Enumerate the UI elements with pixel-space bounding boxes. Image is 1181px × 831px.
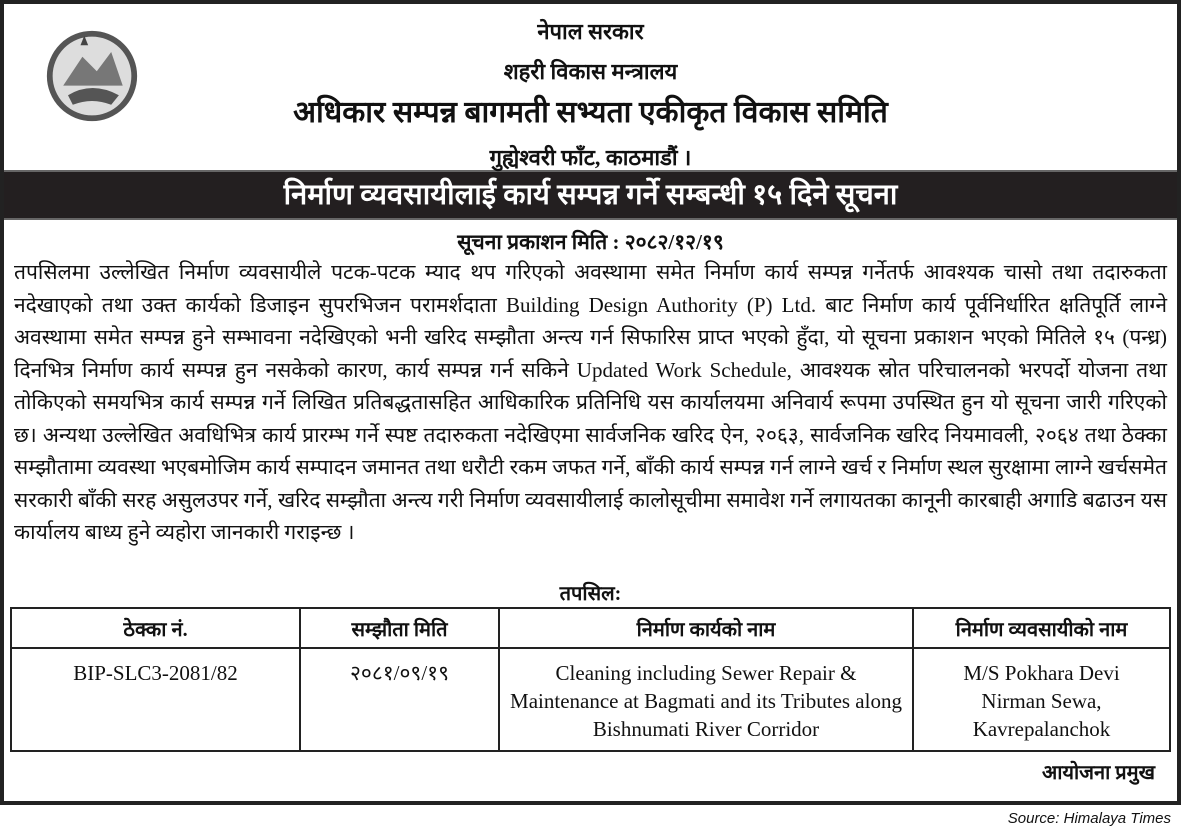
table-row	[11, 648, 1170, 751]
office-address: गुह्येश्वरी फाँट, काठमाडौं ।	[489, 145, 692, 170]
contractor-name: M/S Pokhara Devi Nirman Sewa, Kavrepalanchok	[913, 648, 1170, 751]
committee-name: अधिकार सम्पन्न बागमती सभ्यता एकीकृत विकास समिति	[293, 96, 888, 129]
schedule-label: तपसिल:	[559, 583, 622, 605]
table-header-row	[11, 608, 1170, 648]
notice-paragraph: तपसिलमा उल्लेखित निर्माण व्यवसायीले पटक-पटक म्याद थप गरिएको अवस्थामा समेत निर्माण कार्य सम्पन्न गर्नेतर्फ आवश्यक चासो तथा तदारुकता नदेखाएको तथा उक्त कार्यको डिजाइन सुपरभिजन परामर्शदाता Building Design Authority (P) Ltd. बाट निर्माण कार्य पूर्वनिर्धारित क्षतिपूर्ति लाग्ने अवस्थामा समेत सम्पन्न हुने सम्भावना नदेखिएको भनी खरिद सम्झौता अन्त्य गर्न सिफारिस प्राप्त भएको हुँदा, यो सूचना प्रकाशन भएको मितिले १५ (पन्ध्र) दिनभित्र निर्माण कार्य सम्पन्न हुन नसकेको कारण, कार्य सम्पन्न गर्न सकिने Updated Work Schedule, आवश्यक स्रोत परिचालनको भरपर्दो योजना तथा तोकिएको समयभित्र कार्य सम्पन्न गर्ने लिखित प्रतिबद्धतासहित आधिकारिक प्रतिनिधि यस कार्यालयमा अनिवार्य रूपमा उपस्थित हुन यो सूचना जारी गरिएको छ। अन्यथा उल्लेखित अवधिभित्र कार्य प्रारम्भ गर्ने स्पष्ट तदारुकता नदेखिएमा सार्वजनिक खरिद ऐन, २०६३, सार्वजनिक खरिद नियमावली, २०६४ तथा ठेक्का सम्झौतामा व्यवस्था भएबमोजिम कार्य सम्पादन जमानत तथा धरौटी रकम जफत गर्ने, बाँकी कार्य सम्पन्न गर्न लाग्ने खर्च र निर्माण स्थल सुरक्षामा लाग्ने खर्चसमेत सरकारी बाँकी सरह असुलउपर गर्ने, खरिद सम्झौता अन्त्य गरी निर्माण व्यवसायीलाई कालोसूचीमा समावेश गर्ने लगायतका कानूनी कारबाही अगाडि बढाउन यस कार्यालय बाध्य हुने व्यहोरा जानकारी गराइन्छ ।	[14, 260, 1167, 544]
header-work-name: निर्माण कार्यको नाम	[499, 608, 913, 648]
header-agreement-date: सम्झौता मिति	[300, 608, 499, 648]
header-contract-no: ठेक्का नं.	[11, 608, 300, 648]
work-name: Cleaning including Sewer Repair & Maintenance at Bagmati and its Tributes along Bishnumati River Corridor	[499, 648, 913, 751]
publication-date: सूचना प्रकाशन मिति : २०८२/१२/१९	[457, 230, 724, 254]
notice-body	[4, 256, 1177, 581]
ministry-name: शहरी विकास मन्त्रालय	[503, 59, 678, 84]
notice-header	[4, 4, 1177, 170]
source-credit: Source: Himalaya Times	[1007, 810, 1171, 827]
header-contractor: निर्माण व्यवसायीको नाम	[913, 608, 1170, 648]
notice-title: निर्माण व्यवसायीलाई कार्य सम्पन्न गर्ने सम्बन्धी १५ दिने सूचना	[4, 170, 1177, 220]
contract-table	[10, 607, 1171, 752]
contract-no: BIP-SLC3-2081/82	[11, 648, 300, 751]
signatory: आयोजना प्रमुख	[1041, 762, 1155, 784]
government-name: नेपाल सरकार	[537, 19, 644, 44]
agreement-date: २०८१/०९/१९	[300, 648, 499, 751]
